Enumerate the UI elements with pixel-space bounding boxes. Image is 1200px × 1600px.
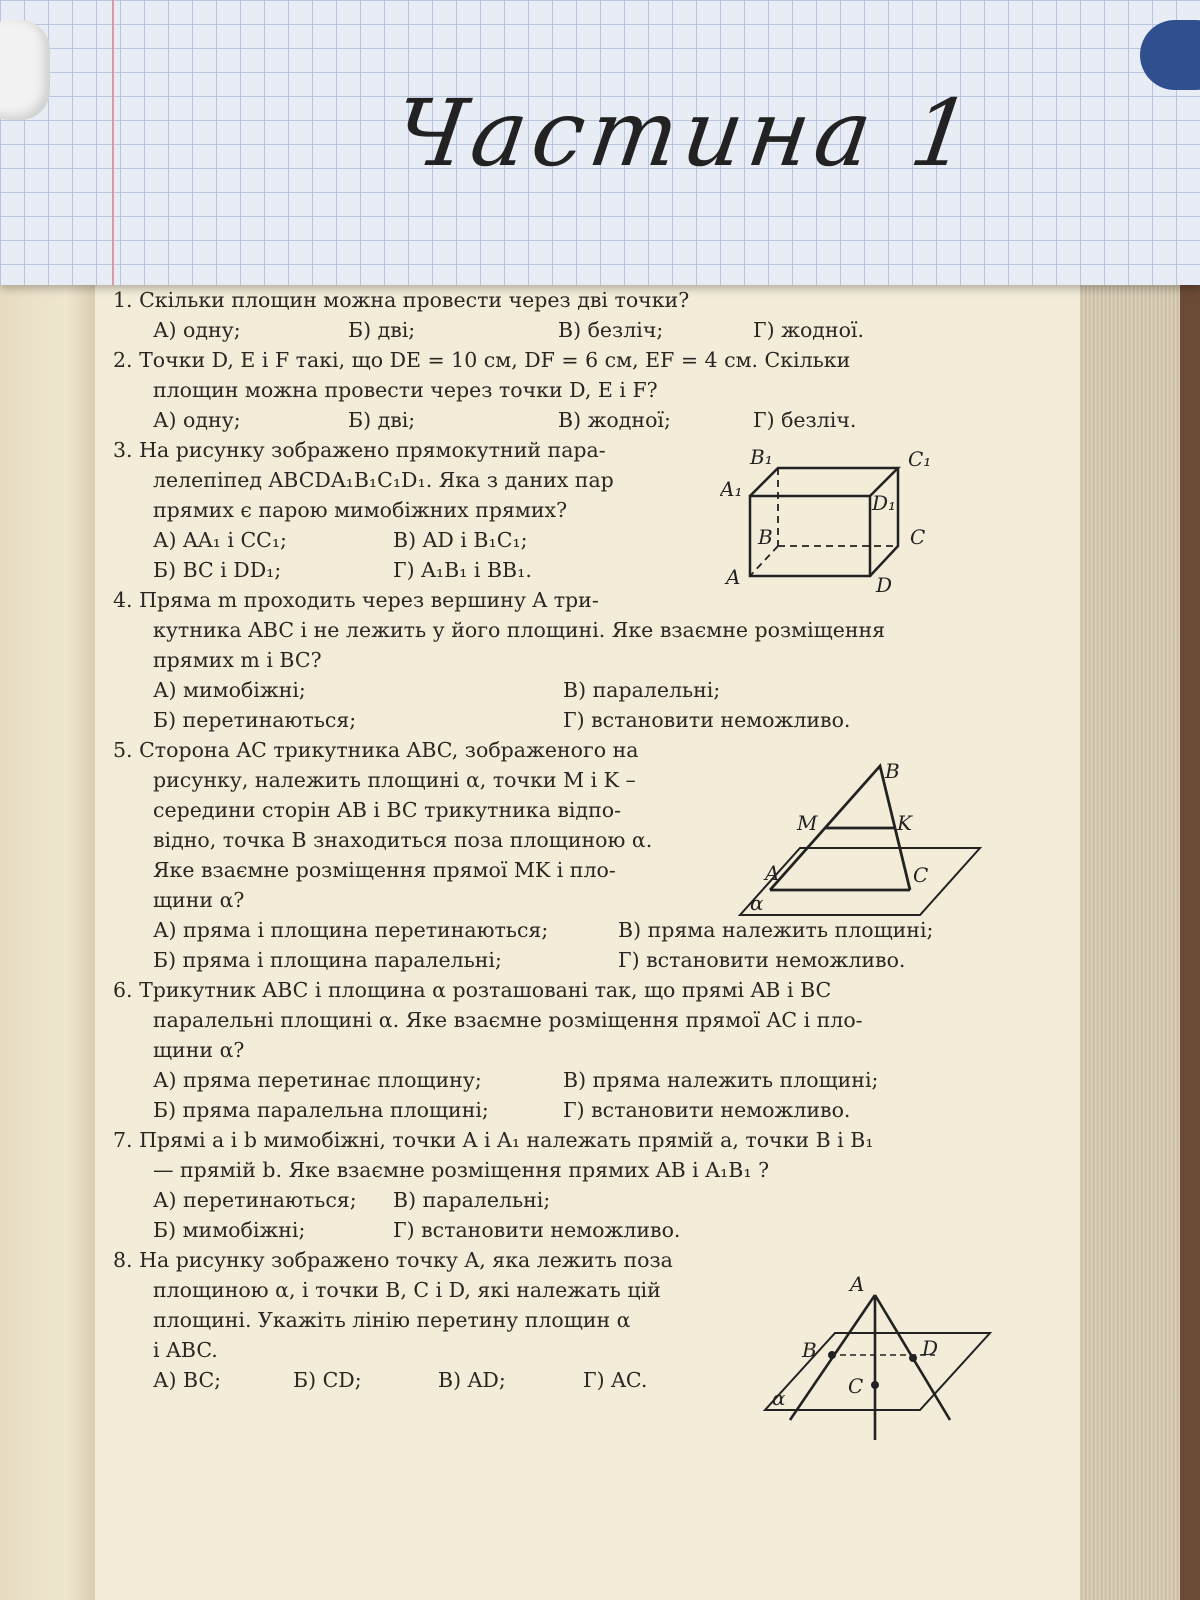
label-c: C xyxy=(913,863,929,887)
options-row xyxy=(113,405,983,435)
question-text: і ABC. xyxy=(153,1338,218,1362)
option-a: А) пряма і площина перетинаються; xyxy=(153,918,549,942)
option-c: В) безліч; xyxy=(558,318,664,342)
question-text: рисунку, належить площині α, точки M і K – xyxy=(153,768,636,792)
parallelepiped-figure xyxy=(720,448,960,598)
option-b: Б) BC і DD₁; xyxy=(153,558,282,582)
option-a: А) одну; xyxy=(153,318,241,342)
label-a: A xyxy=(765,861,780,885)
question-number: 3. xyxy=(113,438,133,462)
label-d: D xyxy=(876,573,893,597)
point-b xyxy=(828,1351,836,1359)
option-c: В) паралельні; xyxy=(563,678,721,702)
question-number: 6. xyxy=(113,978,133,1002)
question-text: На рисунку зображено прямокутний пара- xyxy=(139,438,606,462)
question-text: відно, точка B знаходиться поза площиною α. xyxy=(153,828,653,852)
option-b: Б) дві; xyxy=(348,318,416,342)
point-plane-figure xyxy=(760,1275,1000,1445)
option-b: Б) перетинаються; xyxy=(153,708,357,732)
question-text: — прямій b. Яке взаємне розміщення прямих AB і A₁B₁ ? xyxy=(153,1158,770,1182)
question-6 xyxy=(113,975,983,1125)
option-d: Г) встановити неможливо. xyxy=(563,708,851,732)
option-c: В) AD і B₁C₁; xyxy=(393,528,528,552)
handwritten-title: Частина 1 xyxy=(387,80,984,187)
option-b: Б) CD; xyxy=(293,1368,362,1392)
question-text: щини α? xyxy=(153,1038,245,1062)
margin-line xyxy=(112,0,114,285)
question-text: кутника ABC і не лежить у його площині. Яке взаємне розміщення xyxy=(153,618,886,642)
options-row xyxy=(113,945,983,975)
option-b: Б) мимобіжні; xyxy=(153,1218,306,1242)
question-number: 4. xyxy=(113,588,133,612)
question-text: площині. Укажіть лінію перетину площин α xyxy=(153,1308,631,1332)
question-text: лелепіпед ABCDA₁B₁C₁D₁. Яка з даних пар xyxy=(153,468,614,492)
option-d: Г) встановити неможливо. xyxy=(563,1098,851,1122)
question-7 xyxy=(113,1125,983,1245)
option-d: Г) встановити неможливо. xyxy=(393,1218,681,1242)
label-d: D xyxy=(922,1336,939,1360)
question-number: 2. xyxy=(113,348,133,372)
label-b: B xyxy=(758,525,773,549)
label-c: C xyxy=(848,1374,864,1398)
left-page-edge xyxy=(0,255,97,1600)
label-b: B xyxy=(802,1338,817,1362)
question-4 xyxy=(113,585,983,735)
graph-paper-sheet xyxy=(0,0,1200,285)
option-c: В) жодної; xyxy=(558,408,671,432)
option-d: Г) AC. xyxy=(583,1368,648,1392)
option-c: В) пряма належить площині; xyxy=(618,918,934,942)
option-c: В) AD; xyxy=(438,1368,506,1392)
question-text: На рисунку зображено точку A, яка лежить поза xyxy=(139,1248,673,1272)
option-d: Г) A₁B₁ і BB₁. xyxy=(393,558,532,582)
label-b1: B₁ xyxy=(750,448,773,469)
question-text: Прямі a і b мимобіжні, точки A і A₁ належать прямій a, точки B і B₁ xyxy=(139,1128,874,1152)
options-row xyxy=(113,1215,983,1245)
hidden-edge-ab xyxy=(750,546,778,576)
option-b: Б) пряма і площина паралельні; xyxy=(153,948,502,972)
question-text: прямих m і BC? xyxy=(153,648,322,672)
label-a: A xyxy=(850,1275,865,1296)
option-c: В) пряма належить площині; xyxy=(563,1068,879,1092)
question-text: площин можна провести через точки D, E і F? xyxy=(153,378,658,402)
option-d: Г) жодної. xyxy=(753,318,864,342)
label-c: C xyxy=(910,525,926,549)
option-b: Б) пряма паралельна площині; xyxy=(153,1098,489,1122)
question-text: середини сторін AB і BC трикутника відпо- xyxy=(153,798,621,822)
point-d xyxy=(909,1354,917,1362)
pen-cap xyxy=(0,20,50,120)
question-text: Яке взаємне розміщення прямої MK і пло- xyxy=(153,858,616,882)
question-number: 7. xyxy=(113,1128,133,1152)
option-d: Г) безліч. xyxy=(753,408,857,432)
question-2 xyxy=(113,345,983,435)
question-number: 5. xyxy=(113,738,133,762)
options-row xyxy=(113,675,983,705)
label-alpha: α xyxy=(772,1386,786,1410)
question-text: площиною α, і точки B, C і D, які належать цій xyxy=(153,1278,661,1302)
options-row xyxy=(113,315,983,345)
option-c: В) паралельні; xyxy=(393,1188,551,1212)
label-a1: A₁ xyxy=(720,477,743,501)
label-k: K xyxy=(897,811,912,835)
question-text: Трикутник ABC і площина α розташовані так, що прямі AB і BC xyxy=(139,978,832,1002)
point-c xyxy=(871,1381,879,1389)
label-m: M xyxy=(797,811,818,835)
options-row xyxy=(113,1065,983,1095)
options-row xyxy=(113,1095,983,1125)
label-a: A xyxy=(726,565,741,589)
question-text: Скільки площин можна провести через дві точки? xyxy=(139,288,690,312)
label-c1: C₁ xyxy=(908,448,932,471)
right-face-edges xyxy=(870,468,898,576)
option-a: А) BC; xyxy=(153,1368,222,1392)
label-d1: D₁ xyxy=(872,491,897,515)
plane-alpha xyxy=(765,1333,990,1410)
question-number: 8. xyxy=(113,1248,133,1272)
option-a: А) AA₁ і CC₁; xyxy=(153,528,287,552)
option-a: А) пряма перетинає площину; xyxy=(153,1068,482,1092)
option-d: Г) встановити неможливо. xyxy=(618,948,906,972)
question-text: Сторона AC трикутника ABC, зображеного на xyxy=(139,738,639,762)
label-alpha: α xyxy=(750,891,764,915)
question-text: Точки D, E і F такі, що DE = 10 см, DF = 6 см, EF = 4 см. Скільки xyxy=(139,348,851,372)
question-text: паралельні площині α. Яке взаємне розміщення прямої AC і пло- xyxy=(153,1008,863,1032)
question-1 xyxy=(113,285,983,345)
book-page-stack xyxy=(1080,270,1180,1600)
option-a: А) одну; xyxy=(153,408,241,432)
question-text: прямих є парою мимобіжних прямих? xyxy=(153,498,568,522)
options-row xyxy=(113,705,983,735)
option-a: А) перетинаються; xyxy=(153,1188,357,1212)
triangle-plane-figure xyxy=(735,760,985,920)
option-b: Б) дві; xyxy=(348,408,416,432)
question-text: щини α? xyxy=(153,888,245,912)
question-number: 1. xyxy=(113,288,133,312)
question-text: Пряма m проходить через вершину A три- xyxy=(139,588,599,612)
label-b: B xyxy=(885,760,900,783)
option-a: А) мимобіжні; xyxy=(153,678,306,702)
options-row xyxy=(113,1185,983,1215)
